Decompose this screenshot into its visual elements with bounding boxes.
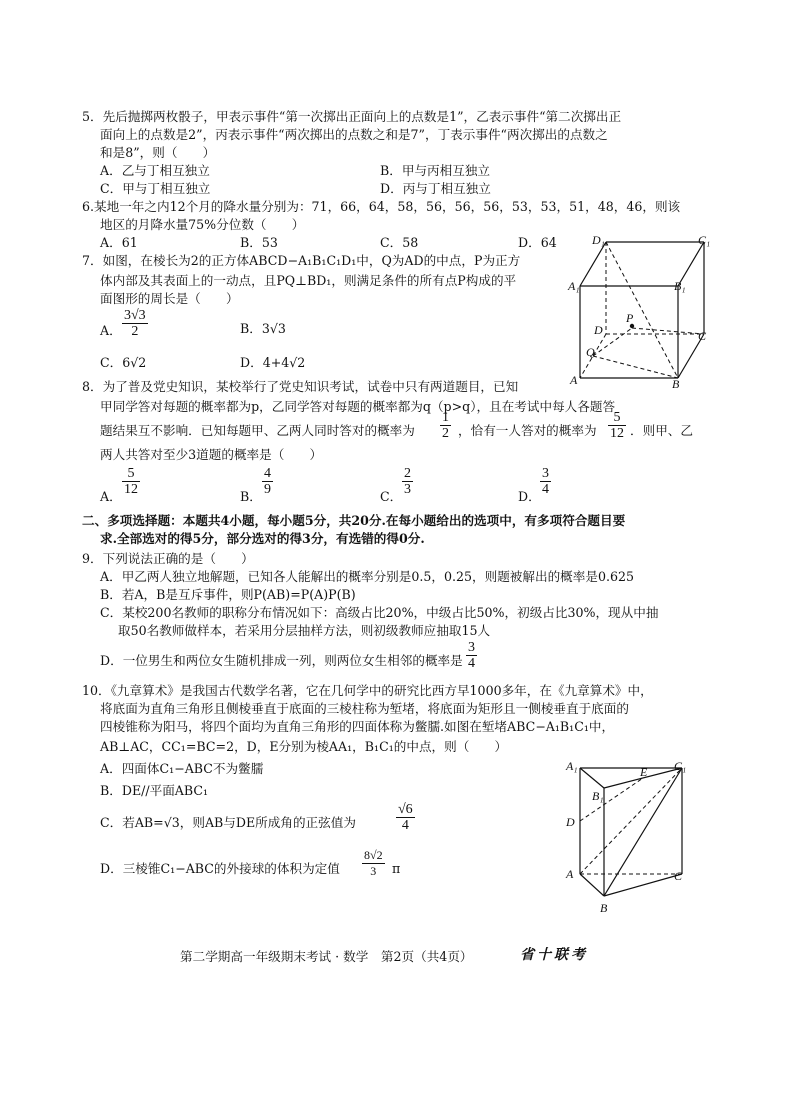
q8-option-b-den: 9: [264, 482, 271, 497]
cube-figure: [566, 232, 716, 390]
prism-label-a1: A₁: [566, 759, 578, 773]
q10-line3: 四棱锥称为阳马，将四个面均为直角三角形的四面体称为鳖臑.如图在堑堵ABC−A₁B₁C₁中，: [100, 719, 615, 734]
q9-option-d: D．一位男生和两位女生随机排成一列，则两位女生相邻的概率是: [100, 653, 463, 668]
q8-option-a-num: 5: [127, 466, 135, 481]
q8-option-a-den: 12: [124, 482, 138, 497]
q10-option-d-frac: [362, 848, 385, 879]
q9-option-d-den: 4: [468, 656, 475, 671]
cube-label-a: A: [570, 373, 578, 387]
q8-line1: 8．为了普及党史知识，某校举行了党史知识考试，试卷中只有两道题目，已知: [82, 379, 519, 394]
q9-option-d-num: 3: [468, 640, 475, 655]
exam-stamp: 省十联考: [520, 947, 588, 963]
q7-line3: 面图形的周长是（ ）: [100, 291, 239, 306]
q5-option-d: D．丙与丁相互独立: [380, 181, 491, 196]
prism-label-b1: B₁: [592, 789, 604, 803]
q7-option-a-fraction: [122, 308, 148, 339]
q9-option-b: B．若A，B是互斥事件，则P(AB)=P(A)P(B): [100, 587, 356, 602]
q8-frac-512-num: 5: [613, 410, 621, 425]
q9-line1: 9．下列说法正确的是（ ）: [82, 551, 254, 566]
q6-line1: 6.某地一年之内12个月的降水量分别为：71，66，64，58，56，56，56，53，53，51，48，46，则该: [82, 199, 681, 214]
q6-line2: 地区的月降水量75%分位数（ ）: [100, 217, 305, 232]
prism-label-d: D: [566, 815, 575, 829]
cube-label-p: P: [626, 311, 634, 325]
prism-label-e: E: [640, 765, 648, 779]
q8-line4: 两人共答对至少3道题的概率是（ ）: [100, 447, 323, 462]
q8-line3a: 题结果互不影响．已知每题甲、乙两人同时答对的概率为: [100, 423, 415, 438]
q7-option-a-num: 3√3: [124, 308, 146, 323]
q9-option-a: A．甲乙两人独立地解题，已知各人能解出的概率分别是0.5，0.25，则题被解出的概率是0.625: [100, 569, 634, 584]
q8-frac-half-den: 2: [442, 426, 449, 441]
q8-option-d-label: D．: [518, 489, 541, 504]
cube-label-b: B: [672, 377, 680, 390]
q9-option-c-line1: C．某校200名教师的职称分布情况如下：高级占比20%，中级占比50%，初级占比30%，现从中抽: [100, 605, 659, 620]
cube-label-d1: D₁: [592, 233, 605, 247]
q5-line2: 面向上的点数是2”，丙表示事件“两次掷出的点数之和是7”，丁表示事件“两次掷出的点数之: [100, 127, 608, 142]
section2-line2: 求.全部选对的得5分，部分选对的得3分，有选错的得0分.: [100, 531, 425, 546]
q8-option-b-label: B．: [240, 489, 262, 504]
q10-option-c-den: 4: [396, 817, 415, 833]
cube-label-b1: B₁: [674, 279, 686, 293]
q7-option-c: C．6√2: [100, 355, 147, 370]
q10-option-d-num: 8√2: [364, 848, 383, 862]
q9-option-c-line2: 取50名教师做样本，若采用分层抽样方法，则初级教师应抽取15人: [118, 623, 491, 638]
q10-option-b: B．DE//平面ABC₁: [100, 783, 209, 798]
cube-label-a1: A₁: [568, 279, 580, 293]
q8-line3c: ．则甲、乙: [630, 423, 693, 438]
q8-line2: 甲同学答对每题的概率都为p，乙同学答对每题的概率都为q（p>q），且在考试中每人各题答: [100, 399, 616, 414]
q5-option-c: C．甲与丁相互独立: [100, 181, 211, 196]
cube-label-q: Q: [586, 345, 595, 359]
q8-option-b-num: 4: [264, 466, 271, 481]
q10-line2: 将底面为直角三角形且侧棱垂直于底面的三棱柱称为堑堵，将底面为矩形且一侧棱垂直于底面的: [100, 701, 629, 716]
q6-option-c: C．58: [380, 235, 419, 250]
q8-frac-512-den: 12: [610, 426, 624, 441]
q6-option-d: D．64: [518, 235, 557, 250]
q8-line3b: ，恰有一人答对的概率为: [458, 423, 597, 438]
section2-line1: 二、多项选择题：本题共4小题，每小题5分，共20分.在每小题给出的选项中，有多项符合题目要: [82, 513, 626, 528]
q9-option-d-frac: [466, 640, 477, 671]
q10-option-d-pi: π: [392, 861, 401, 876]
q5-line1: 5．先后抛掷两枚骰子，甲表示事件“第一次掷出正面向上的点数是1”，乙表示事件“第二次掷出正: [82, 109, 622, 124]
q8-frac-half-num: 1: [442, 410, 449, 425]
q10-option-d-den: 3: [362, 863, 385, 879]
q5-option-a: A．乙与丁相互独立: [100, 163, 210, 178]
q8-option-a-label: A．: [100, 489, 122, 504]
q8-option-c-frac: [402, 466, 413, 497]
prism-label-a: A: [566, 867, 574, 881]
q7-option-d: D．4+4√2: [240, 355, 306, 370]
q6-option-a: A．61: [100, 235, 138, 250]
prism-label-c1: C₁: [674, 759, 687, 773]
q5-option-b: B．甲与丙相互独立: [380, 163, 491, 178]
prism-label-b: B: [600, 901, 608, 915]
prism-label-c: C: [674, 869, 683, 883]
q6-option-b: B．53: [240, 235, 278, 250]
q8-option-c-num: 2: [404, 466, 411, 481]
q10-option-d: D．三棱锥C₁−ABC的外接球的体积为定值: [100, 861, 340, 876]
q10-option-c-frac: [396, 802, 415, 833]
q10-option-a: A．四面体C₁−ABC不为鳖臑: [100, 761, 264, 776]
q8-option-d-frac: [540, 466, 551, 497]
q8-option-c-den: 3: [404, 482, 411, 497]
page-footer: 第二学期高一年级期末考试 · 数学 第2页（共4页）: [180, 949, 473, 964]
q10-option-c: C．若AB=√3，则AB与DE所成角的正弦值为: [100, 815, 356, 830]
q7-option-a-label: A．: [100, 323, 122, 338]
q8-option-c-label: C．: [380, 489, 403, 504]
q10-option-c-num: √6: [398, 802, 413, 817]
q5-line3: 和是8”，则（ ）: [100, 145, 216, 160]
q7-option-b: B．3√3: [240, 321, 286, 336]
q8-frac-half: [440, 410, 451, 441]
q7-line2: 体内部及其表面上的一动点，且PQ⊥BD₁，则满足条件的所有点P构成的平: [100, 273, 517, 288]
cube-label-c: C: [698, 329, 707, 343]
q8-frac-512: [608, 410, 626, 441]
cube-label-d: D: [594, 323, 603, 337]
q8-option-b-frac: [262, 466, 273, 497]
q8-option-a-frac: [122, 466, 140, 497]
q8-option-d-num: 3: [542, 466, 549, 481]
q8-option-d-den: 4: [542, 482, 549, 497]
prism-figure: [562, 756, 702, 920]
q10-line4: AB⊥AC，CC₁=BC=2，D，E分别为棱AA₁，B₁C₁的中点，则（ ）: [100, 739, 508, 754]
q7-option-a-den: 2: [122, 323, 148, 339]
q10-line1: 10．《九章算术》是我国古代数学名著，它在几何学中的研究比西方早1000多年，在《九章算术》中，: [82, 683, 653, 698]
q7-line1: 7．如图，在棱长为2的正方体ABCD−A₁B₁C₁D₁中，Q为AD的中点，P为正方: [82, 253, 521, 268]
cube-label-c1: C₁: [698, 233, 711, 247]
